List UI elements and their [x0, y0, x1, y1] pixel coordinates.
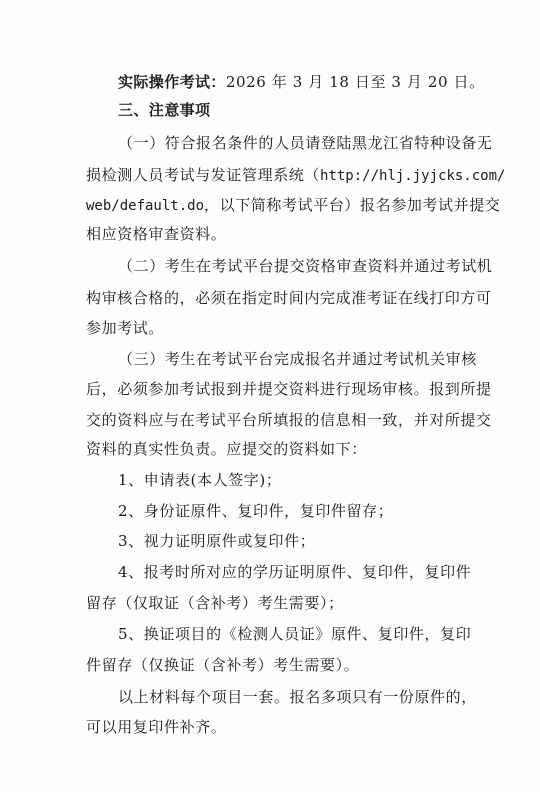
list-item-2: 2、身份证原件、复印件，复印件留存； [118, 502, 394, 520]
platform-url-part1: http://hlj.jyjcks.com/ [320, 168, 506, 184]
para1-line4: 相应资格审查资料。 [86, 225, 227, 243]
list-item-5-line1: 5、换证项目的《检测人员证》原件、复印件，复印 [118, 625, 472, 643]
para1-line2 [86, 165, 505, 186]
platform-url-part2: web/default.do [86, 198, 205, 214]
para1-line1: （一）符合报名条件的人员请登陆黑龙江省特种设备无 [118, 134, 493, 152]
closing-line1: 以上材料每个项目一套。报名多项只有一份原件的， [118, 688, 477, 706]
list-item-3: 3、视力证明原件或复印件； [118, 532, 316, 550]
para3-line3: 交的资料应与在考试平台所填报的信息相一致，并对所提交 [86, 411, 492, 429]
list-item-4-line1: 4、报考时所对应的学历证明原件、复印件，复印件 [118, 563, 472, 581]
exam-time-line [118, 72, 485, 92]
para3-line2: 后，必须参加考试报到并提交资料进行现场审核。报到所提 [86, 380, 492, 398]
list-item-4-line2: 留存（仅取证（含补考）考生需要）； [86, 594, 344, 612]
para2-line3: 参加考试。 [86, 319, 165, 337]
para2-line1: （二）考生在考试平台提交资格审查资料并通过考试机 [118, 257, 493, 275]
closing-line2: 可以用复印件补齐。 [86, 718, 227, 736]
exam-time-label: 实际操作考试： [118, 73, 226, 91]
para3-line4: 资料的真实性负责。应提交的资料如下： [86, 440, 367, 458]
para1-line3 [86, 195, 500, 216]
section-title: 三、注意事项 [118, 101, 211, 119]
para2-line2: 构审核合格的，必须在指定时间内完成准考证在线打印方可 [86, 289, 492, 307]
para1-line2-text: 损检测人员考试与发证管理系统（ [86, 166, 321, 184]
para3-line1: （三）考生在考试平台完成报名并通过考试机关审核 [118, 350, 477, 368]
para1-line3-text: ，以下简称考试平台）报名参加考试并提交 [204, 196, 501, 214]
list-item-5-line2: 件留存（仅换证（含补考）考生需要）。 [86, 656, 360, 674]
exam-time-value: 2026 年 3 月 18 日至 3 月 20 日。 [225, 73, 485, 91]
list-item-1: 1、申请表(本人签字)； [118, 471, 282, 489]
